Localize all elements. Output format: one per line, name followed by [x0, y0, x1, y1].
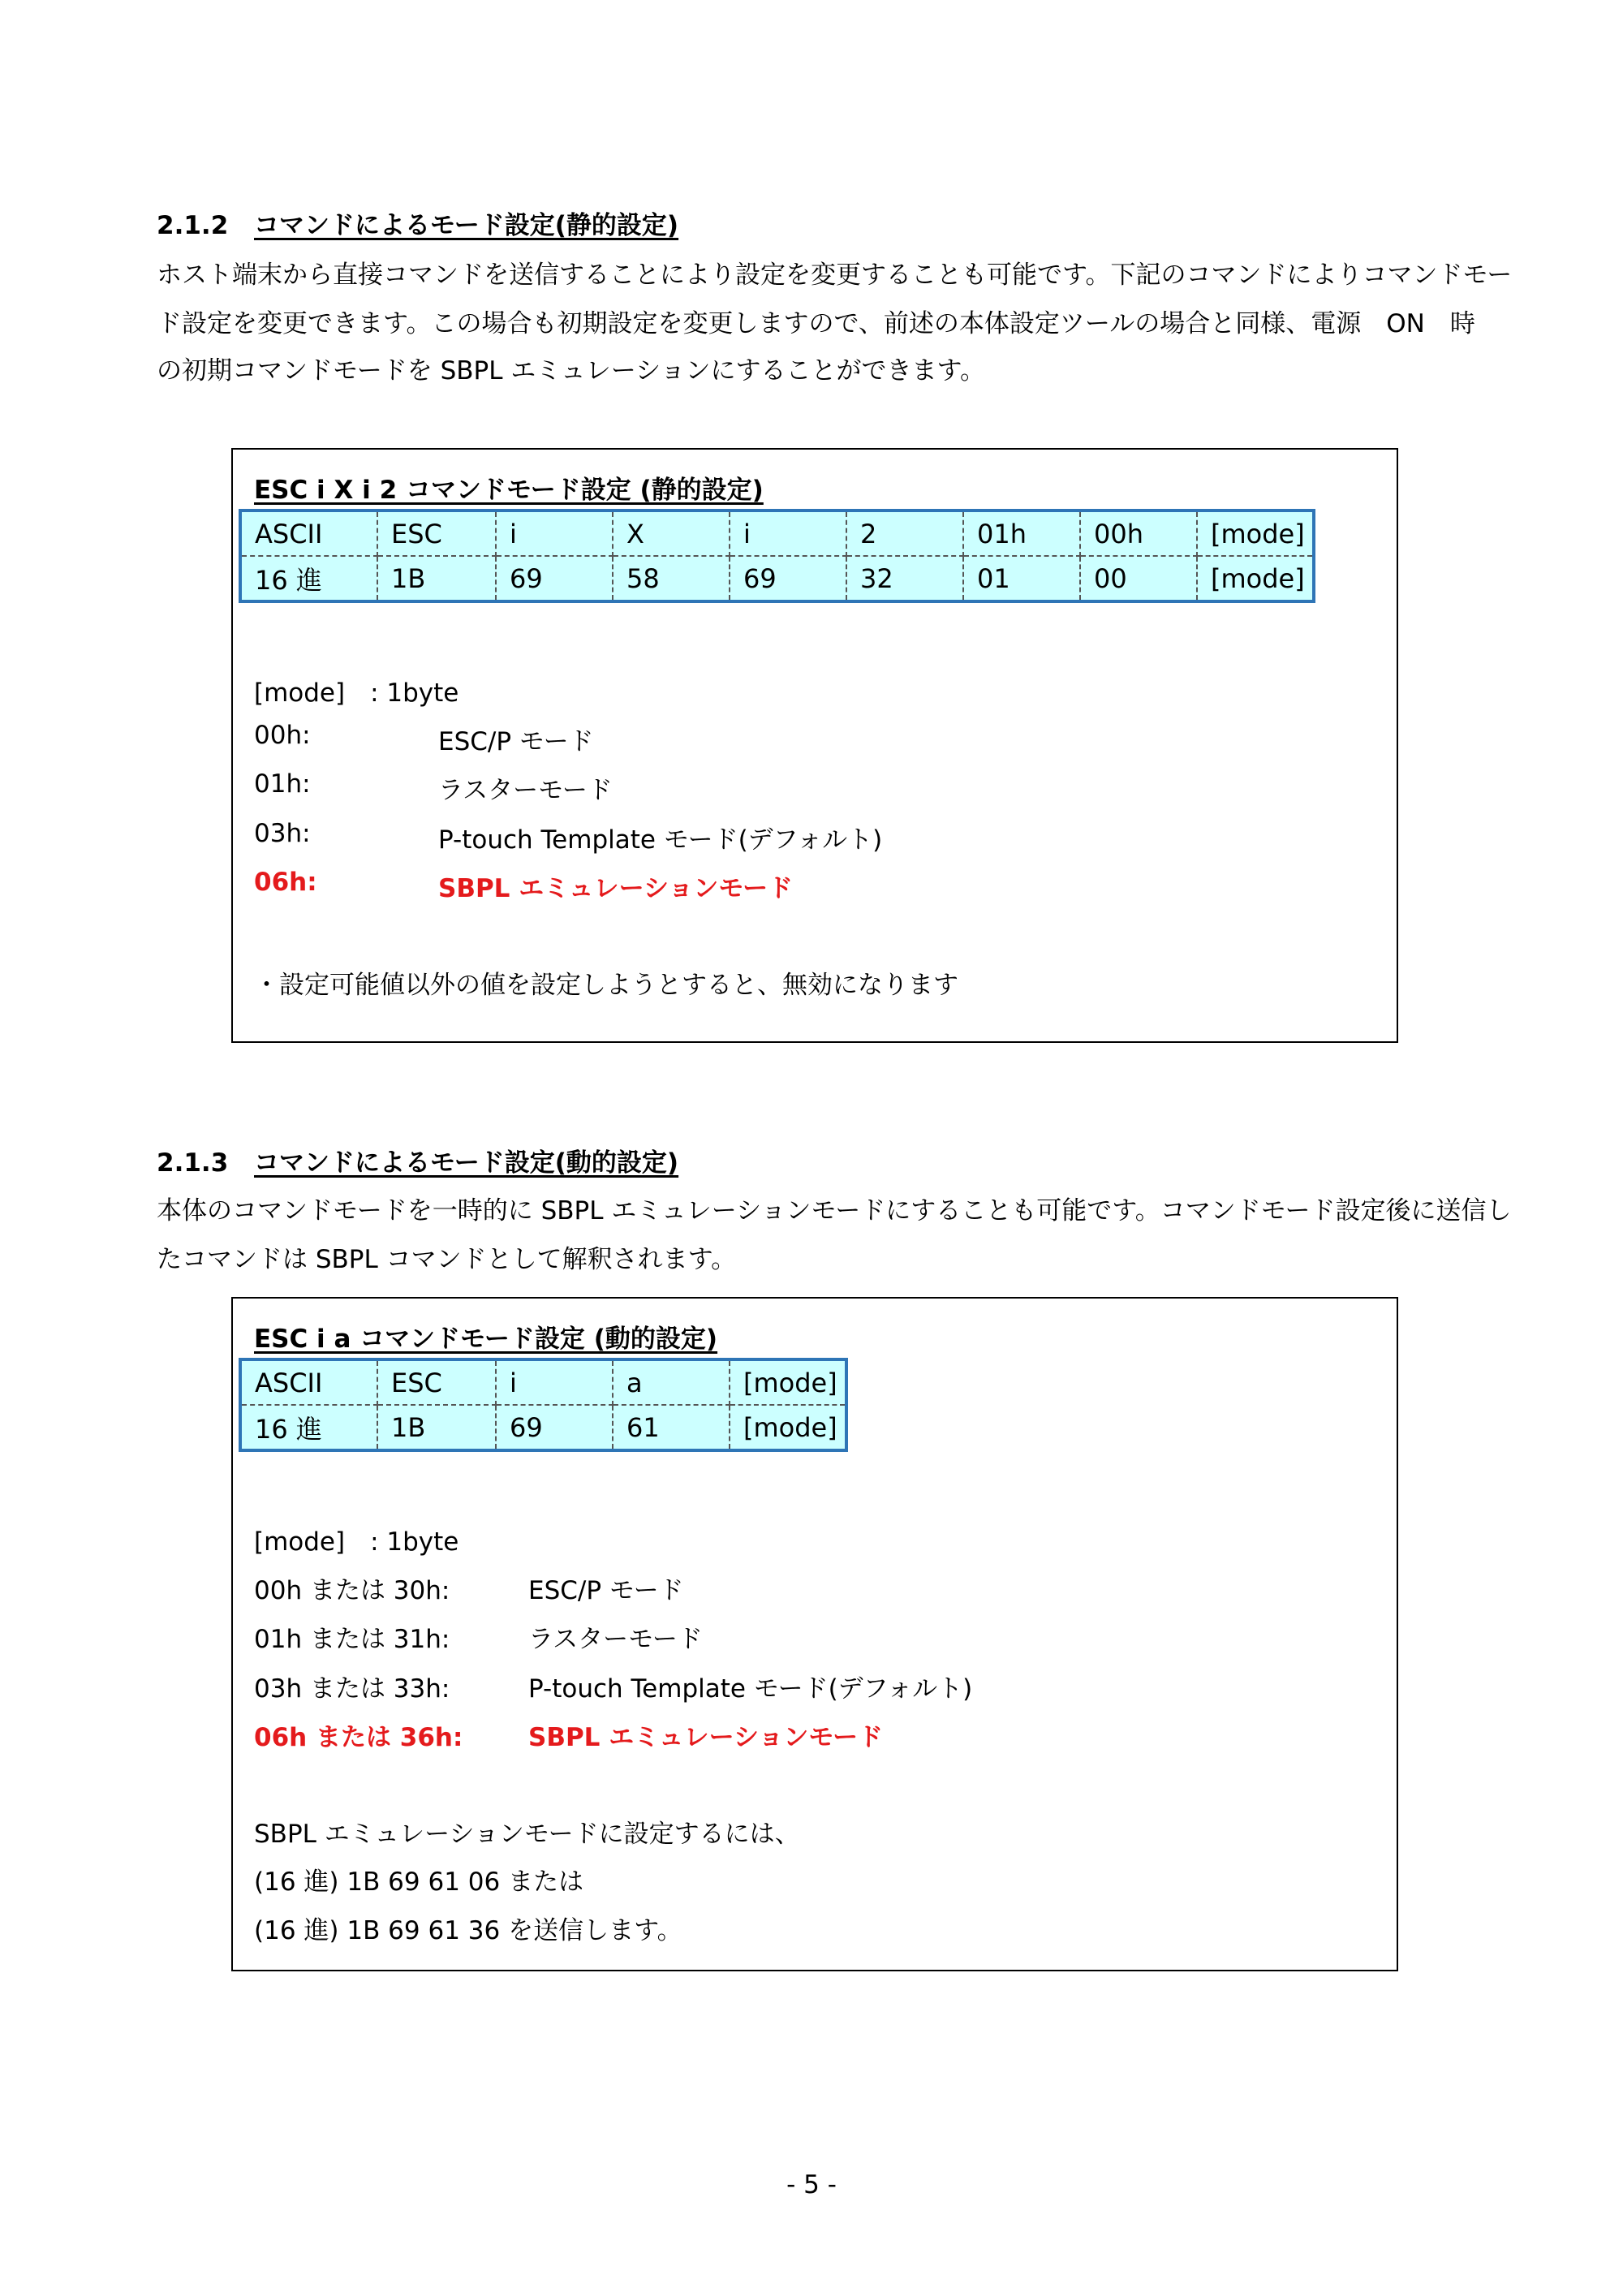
mode-code: 03h または 33h:: [254, 1674, 450, 1704]
mode-code-highlight: 06h または 36h:: [254, 1723, 463, 1752]
box-title: ESC i a コマンドモード設定 (動的設定): [254, 1325, 718, 1354]
paragraph-line: 本体のコマンドモードを一時的に SBPL エミュレーションモードにすることも可能です。コマンドモード設定後に送信し: [157, 1196, 1512, 1226]
command-box-static: [231, 448, 1398, 1043]
mode-label: [mode] : 1byte: [254, 1527, 459, 1557]
mode-code: 00h:: [254, 721, 311, 750]
table-cell: ESC: [377, 1359, 496, 1405]
table-cell: [mode]: [1211, 562, 1305, 594]
table-cell: 1B: [377, 556, 496, 601]
table-cell: 2: [846, 510, 963, 556]
mode-code: 01h または 31h:: [254, 1625, 450, 1654]
table-cell: 00h: [1080, 510, 1197, 556]
table-row-hex: [240, 1405, 846, 1450]
mode-code: 03h:: [254, 819, 311, 848]
table-cell: 1B: [377, 1405, 496, 1450]
paragraph-line: ホスト端末から直接コマンドを送信することにより設定を変更することも可能です。下記のコマンドによりコマンドモー: [157, 261, 1513, 290]
note-text: SBPL エミュレーションモードに設定するには、: [254, 1820, 800, 1849]
table-cell: 01: [963, 556, 1080, 601]
table-cell: 16 進: [240, 1405, 377, 1450]
mode-description-highlight: SBPL エミュレーションモード: [528, 1723, 884, 1752]
command-box-dynamic: [231, 1297, 1398, 1971]
section-title: コマンドによるモード設定(静的設定): [254, 211, 679, 240]
note-text: (16 進) 1B 69 61 36 を送信します。: [254, 1916, 682, 1945]
table-cell: 61: [613, 1405, 730, 1450]
mode-code: 01h:: [254, 769, 311, 799]
table-row-ascii: [240, 1359, 846, 1405]
table-cell: 32: [846, 556, 963, 601]
table-cell: 58: [613, 556, 730, 601]
table-cell: i: [496, 1359, 613, 1405]
mode-description: ESC/P モード: [528, 1576, 684, 1605]
mode-label: [mode] : 1byte: [254, 678, 459, 708]
mode-code: 00h または 30h:: [254, 1576, 450, 1605]
table-cell: i: [730, 510, 846, 556]
paragraph-line: の初期コマンドモードを SBPL エミュレーションにすることができます。: [157, 356, 986, 386]
mode-code-highlight: 06h:: [254, 868, 317, 897]
box-title: ESC i X i 2 コマンドモード設定 (静的設定): [254, 476, 764, 505]
table-cell: [mode]: [743, 1411, 837, 1443]
note-text: ・設定可能値以外の値を設定しようとすると、無効になります: [254, 971, 958, 1000]
note-text: (16 進) 1B 69 61 06 または: [254, 1867, 584, 1897]
mode-description-highlight: SBPL エミュレーションモード: [438, 874, 794, 903]
table-cell: 16 進: [240, 556, 377, 601]
table-cell: [mode]: [1197, 510, 1314, 556]
table-cell: X: [613, 510, 730, 556]
section-heading-2-1-3: [157, 1142, 678, 1178]
section-number: 2.1.3: [157, 1148, 229, 1178]
table-cell: [mode]: [730, 1359, 846, 1405]
section-heading-2-1-2: [157, 205, 678, 241]
mode-description: ESC/P モード: [438, 727, 594, 756]
table-row-hex: [240, 556, 1314, 601]
table-cell: ESC: [377, 510, 496, 556]
paragraph-line: ド設定を変更できます。この場合も初期設定を変更しますので、前述の本体設定ツールの場合と同様、電源 ON 時: [157, 309, 1475, 338]
table-cell: 69: [496, 1405, 613, 1450]
section-number: 2.1.2: [157, 211, 229, 240]
command-table: [239, 509, 1315, 603]
section-title: コマンドによるモード設定(動的設定): [254, 1148, 679, 1178]
mode-description: ラスターモード: [438, 776, 613, 805]
page-number: - 5 -: [786, 2170, 837, 2199]
command-table: [239, 1358, 848, 1452]
paragraph-line: たコマンドは SBPL コマンドとして解釈されます。: [157, 1245, 737, 1274]
mode-description: P-touch Template モード(デフォルト): [438, 825, 883, 855]
table-cell: 01h: [963, 510, 1080, 556]
table-cell: ASCII: [240, 1359, 377, 1405]
table-cell: ASCII: [240, 510, 377, 556]
table-cell: i: [496, 510, 613, 556]
mode-description: P-touch Template モード(デフォルト): [528, 1674, 973, 1704]
table-cell: 00: [1080, 556, 1197, 601]
mode-description: ラスターモード: [528, 1625, 703, 1654]
table-cell: 69: [730, 556, 846, 601]
table-cell: a: [613, 1359, 730, 1405]
table-row-ascii: [240, 510, 1314, 556]
table-cell: 69: [496, 556, 613, 601]
